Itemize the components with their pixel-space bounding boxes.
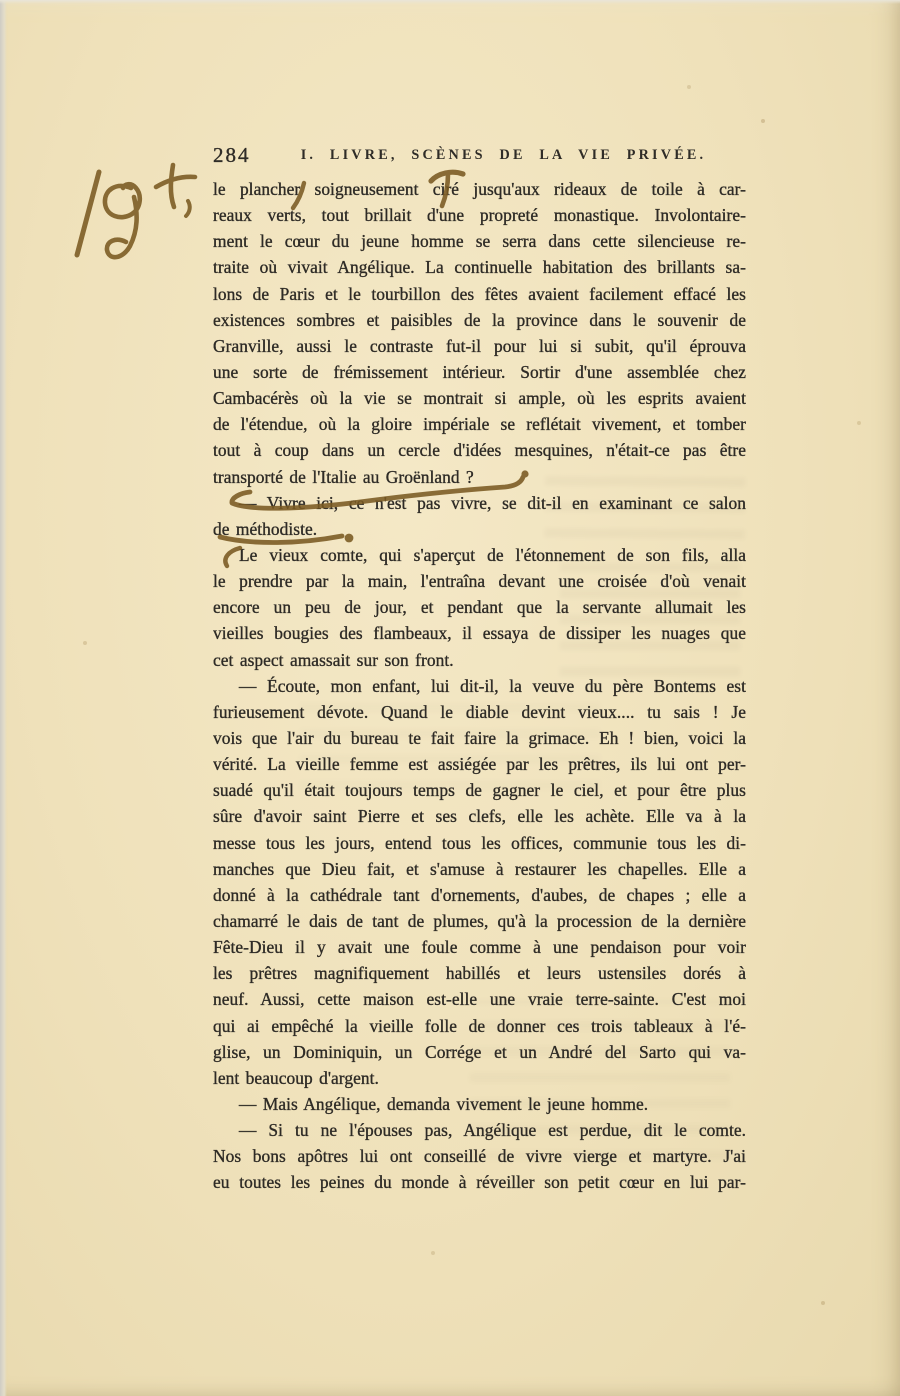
text-line: furieusement dévote. Quand le diable devint vieux.... tu sais ! Je xyxy=(213,701,746,722)
text-line: une sorte de frémissement intérieur. Sortir d'une assemblée chez xyxy=(213,361,746,382)
text-line: vérité. La vieille femme est assiégée par les prêtres, ils lui ont per- xyxy=(213,754,746,775)
text-line: Nos bons apôtres lui ont conseillé de vivre vierge et martyre. J'ai xyxy=(213,1146,746,1167)
margin-number-19 xyxy=(105,184,140,257)
text-line: — Vivre ici, ce n'est pas vivre, se dit-il en examinant ce salon xyxy=(239,492,746,513)
text-line: eu toutes les peines du monde à réveiller son petit cœur en lui par- xyxy=(213,1172,746,1193)
text-line: le plancher soigneusement ciré jusqu'aux rideaux de toile à car- xyxy=(213,179,746,199)
scan-edge-top xyxy=(0,0,900,4)
text-line: — Si tu ne l'épouses pas, Angélique est perdue, dit le comte. xyxy=(239,1120,746,1141)
text-line: traite où vivait Angélique. La continuelle habitation des brillants sa- xyxy=(213,257,746,278)
text-line: sûre d'avoir saint Pierre et ses clefs, elle les achète. Elle va à la xyxy=(213,806,746,827)
running-title: I. LIVRE, SCÈNES DE LA VIE PRIVÉE. xyxy=(300,147,707,163)
text-line: glise, un Dominiquin, un Corrége et un André del Sarto qui va- xyxy=(213,1041,746,1062)
text-line: existences sombres et paisibles de la province dans le souvenir de xyxy=(213,309,746,330)
text-line: Fête-Dieu il y avait une foule comme à une pendaison pour voir xyxy=(213,937,746,958)
text-line: Cambacérès où la vie se montrait si ample, où les esprits avaient xyxy=(213,388,746,409)
text-line: de l'étendue, où la gloire impériale se reflétait vivement, et tomber xyxy=(213,414,746,435)
text-line: — Mais Angélique, demanda vivement le jeune homme. xyxy=(239,1093,649,1114)
text-line: — Écoute, mon enfant, lui dit-il, la veuve du père Bontems est xyxy=(239,675,746,696)
text-line: de méthodiste. xyxy=(213,518,318,539)
text-line: cet aspect amassait sur son front. xyxy=(213,649,454,670)
text-line: lent beaucoup d'argent. xyxy=(213,1067,379,1088)
text-line: vois que l'air du bureau te fait faire la grimace. Eh ! bien, voici la xyxy=(213,727,746,748)
text-line: transporté de l'Italie au Groënland ? xyxy=(213,466,474,487)
text-line: Le vieux comte, qui s'aperçut de l'étonnement de son fils, alla xyxy=(239,544,746,565)
body-text xyxy=(213,176,746,1195)
text-line: reaux verts, tout brillait d'une propreté monastique. Involontaire- xyxy=(213,205,746,226)
text-line: ment le cœur du jeune homme se serra dans cette silencieuse re- xyxy=(213,231,746,252)
scan-edge-left xyxy=(0,0,7,1396)
text-line: Granville, aussi le contraste fut-il pour lui si subit, qu'il éprouva xyxy=(213,335,746,356)
margin-letter-t xyxy=(186,201,190,216)
margin-letter-t xyxy=(156,177,195,187)
text-line: encore un peu de jour, et pendant que la servante allumait les xyxy=(213,597,746,618)
text-line: neuf. Aussi, cette maison est-elle une vraie terre-sainte. C'est moi xyxy=(213,989,746,1010)
page-number: 284 xyxy=(213,143,251,167)
text-line: vieilles bougies des flambeaux, il essaya de dissiper les nuages que xyxy=(213,623,746,644)
text-line: les prêtres magnifiquement habillés et leurs ustensiles dorés à xyxy=(213,963,746,984)
text-line: qui ai empêché la vieille folle de donner ces trois tableaux à l'é- xyxy=(213,1015,746,1036)
text-line: lons de Paris et le tourbillon des fêtes avaient facilement effacé les xyxy=(213,283,746,304)
text-line: donné à la cathédrale tant d'ornements, d'aubes, de chapes ; elle a xyxy=(213,884,746,905)
margin-number-19 xyxy=(77,172,99,255)
text-line: suadé qu'il était toujours temps de gagner le ciel, et pour être plus xyxy=(213,780,746,801)
text-line: manches que Dieu fait, et s'amuse à restaurer les chapelles. Elle a xyxy=(213,858,746,879)
text-line: le prendre par la main, l'entraîna devant une croisée d'où venait xyxy=(213,571,746,592)
text-line: chamarré le dais de tant de plumes, qu'à la procession de la dernière xyxy=(213,910,746,931)
paper-specks xyxy=(0,0,2,2)
text-line: messe tous les jours, entend tous les offices, communie tous les di- xyxy=(213,832,746,853)
margin-letter-t xyxy=(171,165,174,207)
text-line: tout à coup dans un cercle d'idées mesquines, n'était-ce pas être xyxy=(213,440,746,461)
